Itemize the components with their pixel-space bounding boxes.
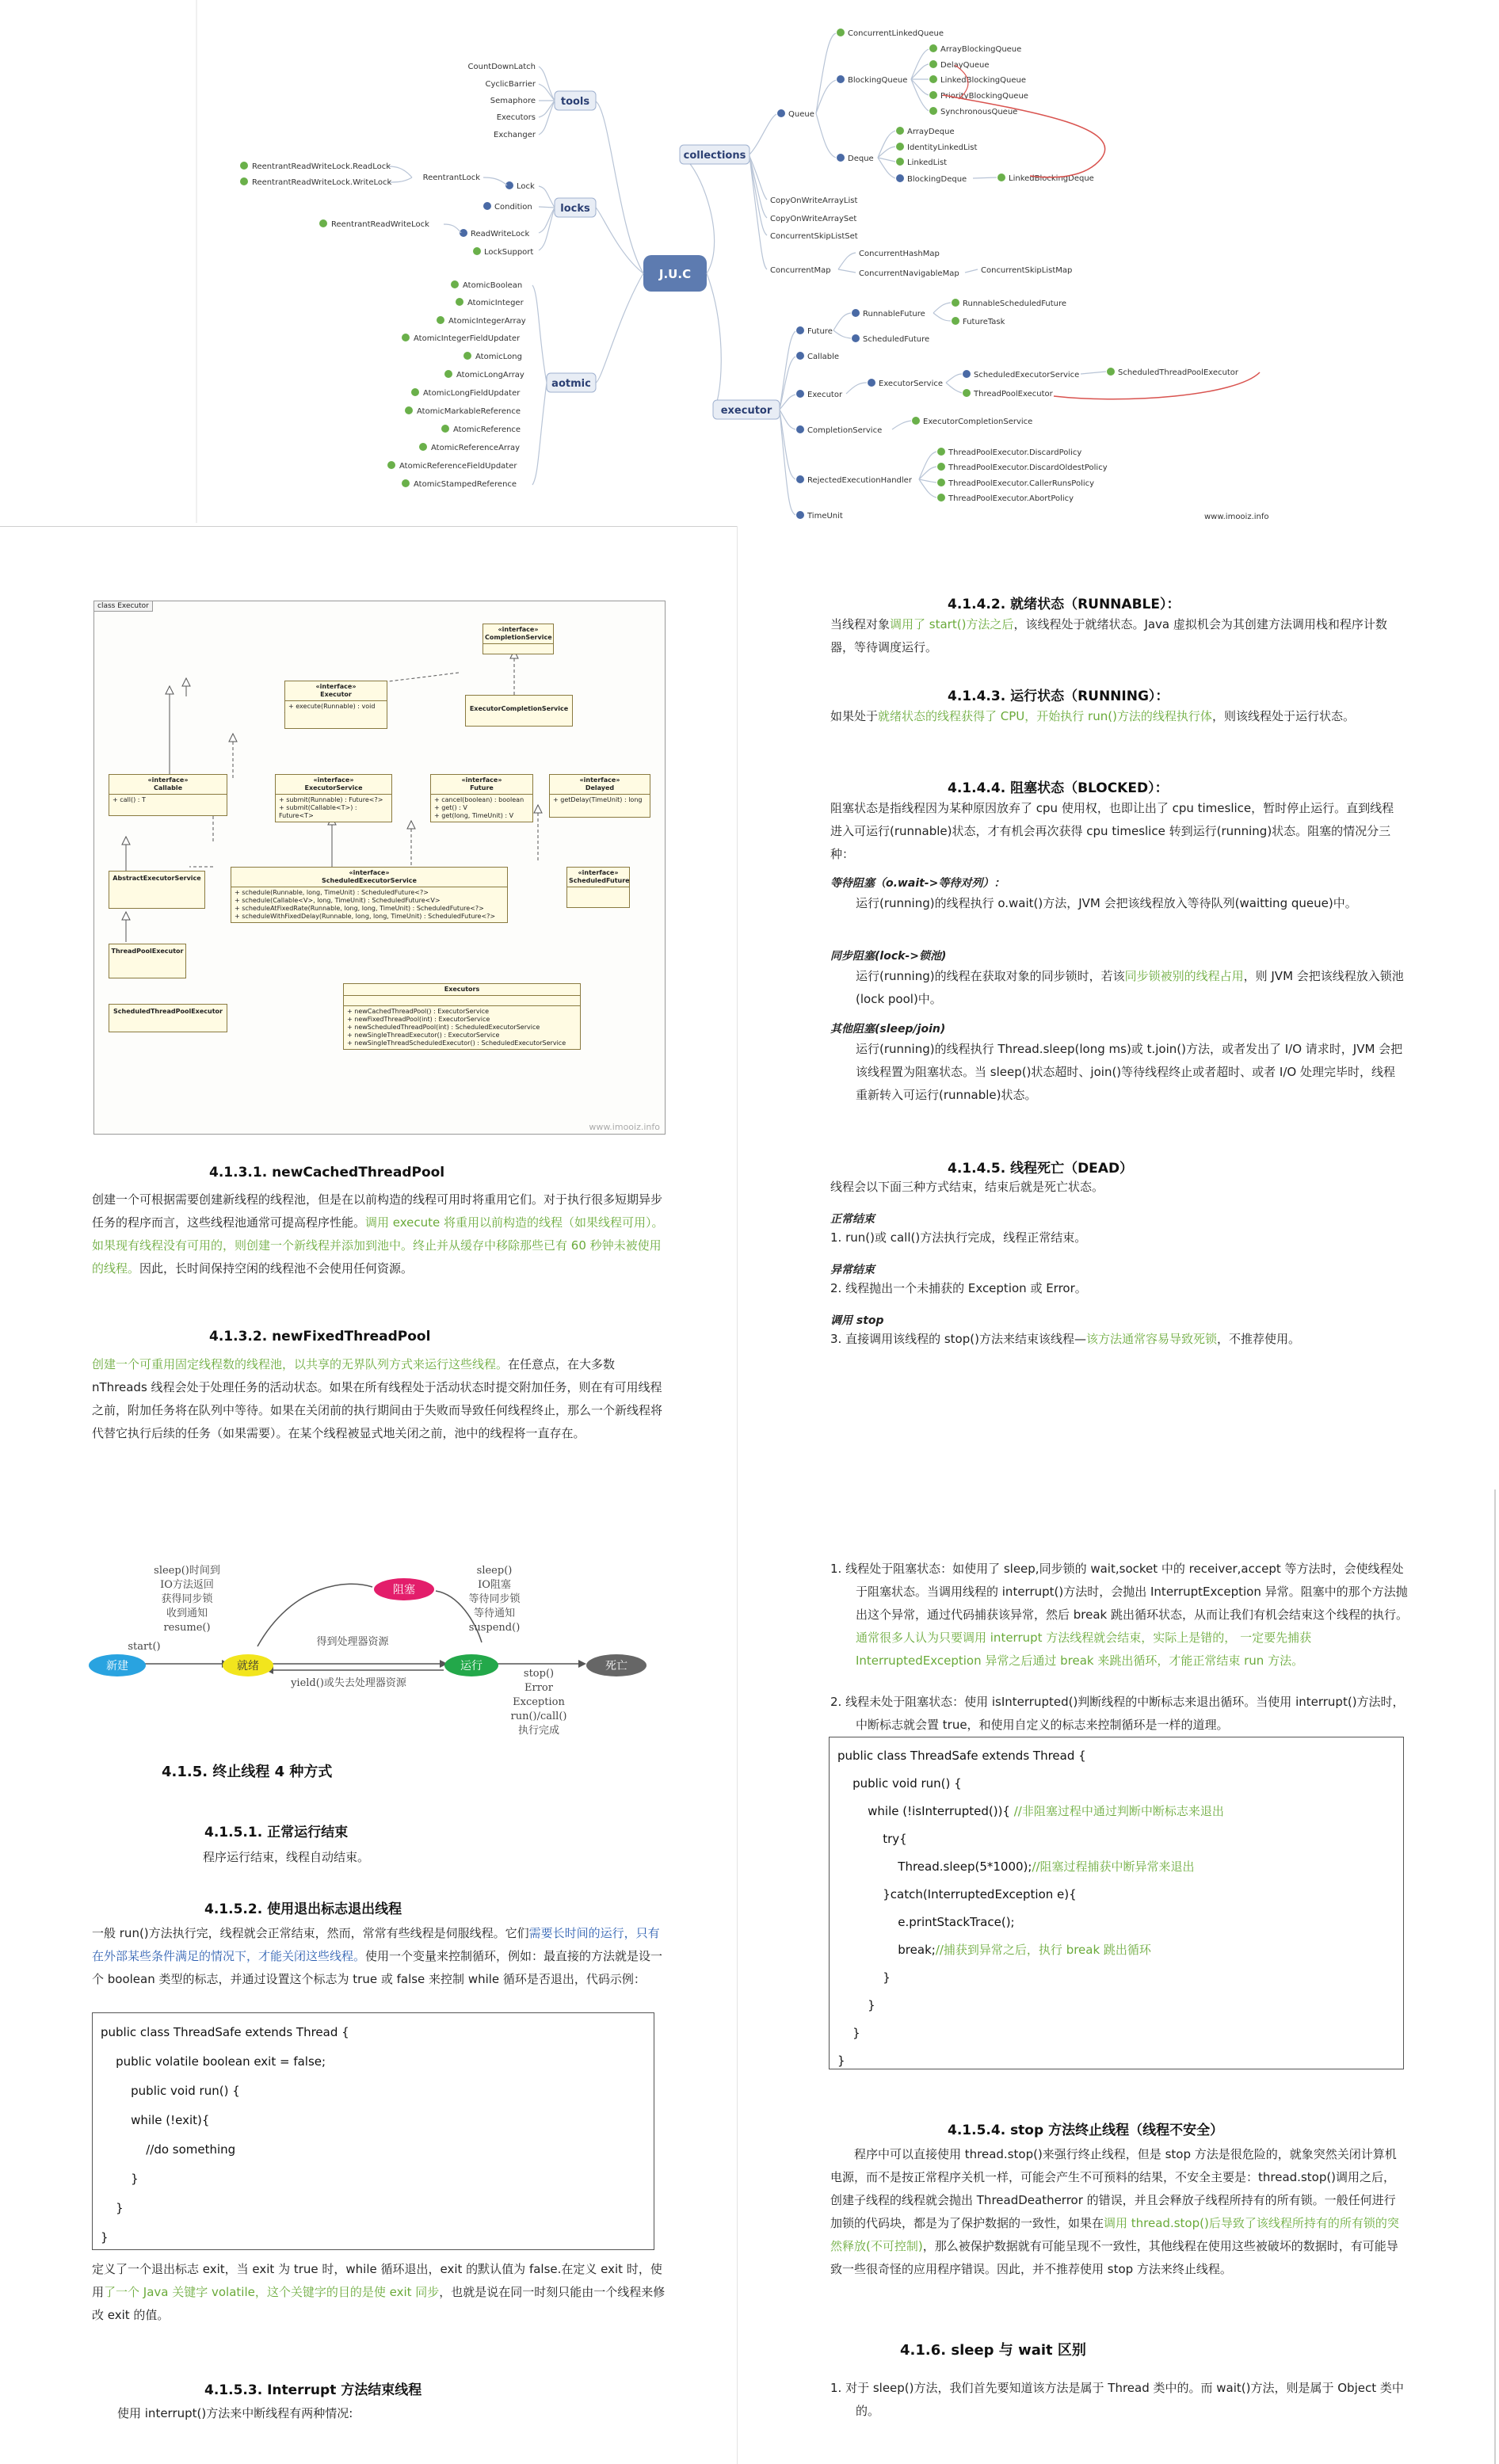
page-divider <box>0 526 737 527</box>
svg-text:Exchanger: Exchanger <box>494 131 536 139</box>
svg-text:ReadWriteLock: ReadWriteLock <box>471 230 530 238</box>
svg-text:J.U.C: J.U.C <box>658 267 692 281</box>
svg-text:DelayQueue: DelayQueue <box>940 61 990 70</box>
state-runnable <box>223 1654 273 1676</box>
svg-text:ConcurrentNavigableMap: ConcurrentNavigableMap <box>859 269 959 278</box>
svg-text:LinkedList: LinkedList <box>907 158 948 167</box>
uml-scheduled-executor-service: «interface» ScheduledExecutorService + schedule(Runnable, long, TimeUnit) : ScheduledFuture<?> + schedule(Callable<V>, long, TimeUnit) : ScheduledFuture<V> + scheduleAtFixedRate(Runnable, long, long, TimeUnit) : ScheduledFuture<?> + scheduleWithFixedDelay(Runnable, long, long, TimeUnit) : ScheduledFuture<?> <box>231 867 508 923</box>
svg-text:CyclicBarrier: CyclicBarrier <box>485 80 536 89</box>
svg-text:CopyOnWriteArrayList: CopyOnWriteArrayList <box>770 196 858 205</box>
svg-text:AtomicIntegerArray: AtomicIntegerArray <box>448 317 526 326</box>
svg-text:AtomicLong: AtomicLong <box>475 353 522 361</box>
svg-text:RejectedExecutionHandler: RejectedExecutionHandler <box>807 476 912 485</box>
state-label-io-block: IO阻塞 <box>478 1579 511 1591</box>
stop-end-title: 调用 stop <box>830 1314 884 1327</box>
svg-text:AtomicReference: AtomicReference <box>453 425 521 434</box>
svg-text:ThreadPoolExecutor.AbortPolicy: ThreadPoolExecutor.AbortPolicy <box>948 494 1074 503</box>
state-label-get-cpu: 得到处理器资源 <box>316 1636 389 1648</box>
heading-cached-thread-pool: 4.1.3.1. newCachedThreadPool <box>209 1165 445 1181</box>
uml-future: «interface» Future + cancel(boolean) : boolean + get() : V + get(long, TimeUnit) : V <box>430 774 533 822</box>
svg-text:locks: locks <box>560 203 590 215</box>
state-new <box>89 1654 146 1676</box>
juc-mindmap <box>0 0 1499 523</box>
state-label-wait-notify: 等待通知 <box>473 1608 516 1619</box>
svg-text:RunnableFuture: RunnableFuture <box>863 310 925 318</box>
state-label-sleep-done: sleep()时间到 <box>154 1565 220 1577</box>
svg-text:CompletionService: CompletionService <box>807 426 883 435</box>
svg-text:AtomicMarkableReference: AtomicMarkableReference <box>417 407 521 416</box>
state-label-start: start() <box>128 1641 161 1653</box>
state-label-exception: Exception <box>513 1696 565 1708</box>
state-label-notified: 收到通知 <box>166 1608 208 1619</box>
wait-block-title: 等待阻塞（o.wait->等待对列）： <box>830 877 1005 890</box>
svg-text:Queue: Queue <box>788 110 814 119</box>
uml-delayed: «interface» Delayed + getDelay(TimeUnit) : long <box>549 774 650 818</box>
uml-completion-service: «interface» CompletionService <box>483 624 554 654</box>
svg-text:Lock: Lock <box>517 182 535 191</box>
normal-end-title: 正常结束 <box>830 1213 875 1226</box>
exception-end-title: 异常结束 <box>830 1264 875 1276</box>
other-block-title: 其他阻塞(sleep/join) <box>830 1023 946 1036</box>
svg-text:CopyOnWriteArraySet: CopyOnWriteArraySet <box>770 215 857 223</box>
para-runnable-state: 当线程对象调用了 start()方法之后，该线程处于就绪状态。Java 虚拟机会为其创建方法调用栈和程序计数器，等待调度运行。 <box>830 617 1387 654</box>
state-label-run-call: run()/call() <box>510 1711 567 1722</box>
svg-text:ThreadPoolExecutor: ThreadPoolExecutor <box>974 390 1053 399</box>
sync-block-body: 运行(running)的线程在获取对象的同步锁时，若该同步锁被别的线程占用，则 JVM 会把该线程放入锁池(lock pool)中。 <box>856 969 1404 1006</box>
svg-text:ArrayBlockingQueue: ArrayBlockingQueue <box>940 45 1022 54</box>
para-cached-thread-pool: 创建一个可根据需要创建新线程的线程池，但是在以前构造的线程可用时将重用它们。对于执行很多短期异步任务的程序而言，这些线程池通常可提高程序性能。调用 execute 将重用以前构造的线程（如果线程可用）。如果现有线程没有可用的，则创建一个新线程并添加到池中。终止并从缓存中移除那些已有 60 秒钟未被使用的线程。因此，长时间保持空闲的线程池不会使用任何资源。 <box>92 1192 664 1276</box>
svg-text:AtomicLongFieldUpdater: AtomicLongFieldUpdater <box>423 389 521 398</box>
state-label-get-lock: 获得同步锁 <box>161 1593 213 1605</box>
svg-text:tools: tools <box>560 96 590 108</box>
svg-text:Future: Future <box>807 327 833 336</box>
para-fixed-thread-pool: 创建一个可重用固定线程数的线程池，以共享的无界队列方式来运行这些线程。在任意点，在大多数 nThreads 线程会处于处理任务的活动状态。如果在所有线程处于活动状态时提交附加任务，则在有可用线程之前，附加任务将在队列中等待。如果在关闭前的执行期间由于失败而导致任何线程终止，那么一个新线程将代替它执行后续的任务（如果需要）。在某个线程被显式地关闭之前，池中的线程将一直存在。 <box>92 1357 663 1440</box>
svg-text:collections: collections <box>683 150 746 162</box>
state-label-io-return: IO方法返回 <box>160 1579 214 1591</box>
page-divider <box>737 526 738 2464</box>
state-dead <box>586 1654 647 1676</box>
state-blocked <box>374 1578 434 1600</box>
para-stop-method: 程序中可以直接使用 thread.stop()来强行终止线程，但是 stop 方法是很危险的，就象突然关闭计算机电源，而不是按正常程序关机一样，可能会产生不可预料的结果，不安全主要是：thread.stop()调用之后，创建子线程的线程就会抛出 ThreadDeatherror 的错误，并且会释放子线程所持有的所有锁。一般任何进行加锁的代码块，都是为了保护数据的一致性，如果在调用 thread.stop()后导致了该线程所持有的所有锁的突然释放(不可控制)，那么被保护数据就有可能呈现不一致性，其他线程在使用这些被破坏的数据时，有可能导致一些很奇怪的应用程序错误。因此，并不推荐使用 stop 方法来终止线程。 <box>830 2147 1399 2276</box>
svg-text:AtomicBoolean: AtomicBoolean <box>463 281 523 290</box>
svg-text:aotmic: aotmic <box>551 378 591 390</box>
heading-fixed-thread-pool: 4.1.3.2. newFixedThreadPool <box>209 1329 431 1345</box>
heading-blocked-state: 4.1.4.4. 阻塞状态（BLOCKED）： <box>948 780 1169 796</box>
svg-text:SynchronousQueue: SynchronousQueue <box>940 108 1018 116</box>
svg-text:ConcurrentSkipListMap: ConcurrentSkipListMap <box>981 266 1073 275</box>
svg-text:ReentrantReadWriteLock.WriteLo: ReentrantReadWriteLock.WriteLock <box>252 178 392 187</box>
svg-text:Semaphore: Semaphore <box>490 97 536 105</box>
para-blocked-state: 阻塞状态是指线程因为某种原因放弃了 cpu 使用权，也即让出了 cpu timeslice，暂时停止运行。直到线程进入可运行(runnable)状态，才有机会再次获得 cpu timeslice 转到运行(running)状态。阻塞的情况分三种： <box>830 801 1394 861</box>
state-label-wait-lock: 等待同步锁 <box>468 1593 521 1605</box>
other-block-body: 运行(running)的线程执行 Thread.sleep(long ms)或 t.join()方法，或者发出了 I/O 请求时，JVM 会把该线程置为阻塞状态。当 sleep()状态超时、join()等待线程终止或者超时、或者 I/O 处理完毕时，线程重新转入可运行(runnable)状态。 <box>856 1042 1403 1102</box>
uml-scheduled-tpe: ScheduledThreadPoolExecutor <box>109 1004 227 1032</box>
state-label-finished: 执行完成 <box>517 1725 560 1737</box>
topic-atomic <box>547 373 596 392</box>
uml-executors: Executors + newCachedThreadPool() : ExecutorService + newFixedThreadPool(int) : ExecutorService + newScheduledThreadPool(int) : ScheduledExecutorService + newSingleThreadExecutor() : ExecutorService + newSingleThreadScheduledExecutor() : ScheduledExecutorService <box>343 983 581 1050</box>
svg-text:ReentrantLock: ReentrantLock <box>422 174 480 182</box>
svg-text:BlockingDeque: BlockingDeque <box>907 175 967 184</box>
state-label-sleep: sleep() <box>476 1565 513 1577</box>
para-normal-end: 程序运行结束，线程自动结束。 <box>203 1850 370 1864</box>
heading-runnable-state: 4.1.4.2. 就绪状态（RUNNABLE）： <box>948 597 1181 612</box>
svg-text:AtomicReferenceArray: AtomicReferenceArray <box>431 444 521 452</box>
heading-exit-flag: 4.1.5.2. 使用退出标志退出线程 <box>204 1901 402 1917</box>
uml-executor-service: «interface» ExecutorService + submit(Runnable) : Future<?> + submit(Callable<T>) : Future<T> <box>275 774 392 822</box>
uml-thread-pool-executor: ThreadPoolExecutor <box>109 944 186 978</box>
heading-interrupt: 4.1.5.3. Interrupt 方法结束线程 <box>204 2382 422 2398</box>
svg-text:ThreadPoolExecutor.CallerRunsP: ThreadPoolExecutor.CallerRunsPolicy <box>948 479 1095 488</box>
sync-block-title: 同步阻塞(lock->锁池) <box>830 950 947 963</box>
para-interrupt: 使用 interrupt()方法来中断线程有两种情况: <box>117 2406 353 2420</box>
state-label-error: Error <box>524 1682 553 1694</box>
svg-text:Executor: Executor <box>807 391 843 399</box>
para-dead-state: 线程会以下面三种方式结束，结束后就是死亡状态。 <box>830 1180 1104 1194</box>
svg-text:AtomicIntegerFieldUpdater: AtomicIntegerFieldUpdater <box>414 334 521 343</box>
topic-tools <box>555 91 596 110</box>
svg-text:ThreadPoolExecutor.DiscardPoli: ThreadPoolExecutor.DiscardPolicy <box>948 448 1082 457</box>
executor-uml-diagram <box>93 601 666 1135</box>
stop-end-body: 3. 直接调用该线程的 stop()方法来结束该线程—该方法通常容易导致死锁，不推荐使用。 <box>830 1332 1300 1346</box>
uml-scheduled-future: «interface» ScheduledFuture <box>566 867 630 908</box>
svg-text:CountDownLatch: CountDownLatch <box>467 63 536 71</box>
svg-text:BlockingQueue: BlockingQueue <box>848 76 908 85</box>
heading-dead-state: 4.1.4.5. 线程死亡（DEAD） <box>948 1161 1134 1177</box>
topic-executor <box>713 400 780 419</box>
svg-text:ExecutorCompletionService: ExecutorCompletionService <box>923 418 1033 426</box>
svg-text:Executors: Executors <box>496 113 536 122</box>
heading-sleep-vs-wait: 4.1.6. sleep 与 wait 区别 <box>900 2342 1086 2359</box>
svg-text:executor: executor <box>720 405 772 417</box>
svg-text:TimeUnit: TimeUnit <box>807 512 843 521</box>
topic-locks <box>555 198 596 217</box>
topic-collections <box>680 145 750 164</box>
uml-callable: «interface» Callable + call() : T <box>109 774 227 816</box>
uml-frame-label: class Executor <box>94 601 153 612</box>
svg-text:LinkedBlockingDeque: LinkedBlockingDeque <box>1009 174 1094 183</box>
state-label-stop: stop() <box>523 1668 555 1680</box>
svg-text:FutureTask: FutureTask <box>963 318 1005 326</box>
svg-text:ConcurrentLinkedQueue: ConcurrentLinkedQueue <box>848 29 944 38</box>
svg-text:ScheduledFuture: ScheduledFuture <box>863 335 930 344</box>
tools-items <box>468 63 555 139</box>
locks-items <box>240 162 555 257</box>
svg-text:死亡: 死亡 <box>605 1660 627 1673</box>
exception-end-body: 2. 线程抛出一个未捕获的 Exception 或 Error。 <box>830 1281 1087 1295</box>
svg-text:Deque: Deque <box>848 154 874 163</box>
state-label-suspend: suspend() <box>468 1622 521 1634</box>
svg-text:ThreadPoolExecutor.DiscardOlde: ThreadPoolExecutor.DiscardOldestPolicy <box>948 463 1108 472</box>
state-running <box>444 1654 498 1676</box>
svg-text:阻塞: 阻塞 <box>393 1584 415 1596</box>
para-sleep-vs-wait: 1. 对于 sleep()方法，我们首先要知道该方法是属于 Thread 类中的。而 wait()方法，则是属于 Object 类中的。 <box>830 2381 1404 2418</box>
state-label-yield: yield()或失去处理器资源 <box>291 1677 406 1689</box>
svg-text:ConcurrentHashMap: ConcurrentHashMap <box>859 250 940 258</box>
svg-text:IdentityLinkedList: IdentityLinkedList <box>907 143 978 152</box>
uml-executor-completion-service: ExecutorCompletionService <box>465 695 573 727</box>
executor-branch <box>780 299 1260 521</box>
svg-text:AtomicLongArray: AtomicLongArray <box>456 371 524 380</box>
collections-queue <box>750 29 1105 184</box>
interrupt-case-2: 2. 线程未处于阻塞状态：使用 isInterrupted()判断线程的中断标志来退出循环。当使用 interrupt()方法时，中断标志就会置 true，和使用自定义的标志来控制循环是一样的道理。 <box>830 1695 1405 1732</box>
svg-text:运行: 运行 <box>460 1660 483 1673</box>
svg-text:ScheduledExecutorService: ScheduledExecutorService <box>974 371 1080 380</box>
uml-watermark: www.imooiz.info <box>589 1122 660 1132</box>
heading-terminate-thread: 4.1.5. 终止线程 4 种方式 <box>162 1764 333 1780</box>
heading-stop-method: 4.1.5.4. stop 方法终止线程（线程不安全） <box>948 2123 1224 2138</box>
svg-text:ExecutorService: ExecutorService <box>879 380 944 388</box>
uml-executor: «interface» Executor + execute(Runnable) : void <box>284 681 387 729</box>
code-interrupt: public class ThreadSafe extends Thread { public void run() { while (!isInterrupted()){ //非阻塞过程中通过判断中断标志来退出 try{ Thread.sleep(5*1000);//阻塞过程捕获中断异常来退出 }catch(InterruptedException e){ e.printStackTrace(); break;//捕获到异常之后，执行 break 跳出循环 } } } } <box>829 1737 1404 2069</box>
svg-text:ReentrantReadWriteLock: ReentrantReadWriteLock <box>331 220 429 229</box>
mindmap-watermark: www.imooiz.info <box>1204 513 1269 521</box>
svg-text:就绪: 就绪 <box>237 1660 259 1673</box>
page-divider <box>1494 1489 1496 2464</box>
state-label-resume: resume() <box>163 1622 211 1634</box>
heading-running-state: 4.1.4.3. 运行状态（RUNNING）： <box>948 688 1169 704</box>
normal-end-body: 1. run()或 call()方法执行完成，线程正常结束。 <box>830 1230 1087 1245</box>
svg-text:AtomicReferenceFieldUpdater: AtomicReferenceFieldUpdater <box>399 462 517 471</box>
interrupt-case-1: 1. 线程处于阻塞状态：如使用了 sleep,同步锁的 wait,socket 中的 receiver,accept 等方法时，会使线程处于阻塞状态。当调用线程的 interrupt()方法时，会抛出 InterruptException 异常。阻塞中的那个方法抛出这个异常，通过代码捕获该异常，然后 break 跳出循环状态，从而让我们有机会结束这个线程的执行。通常很多人认为只要调用 interrupt 方法线程就会结束，实际上是错的， 一定要先捕获 InterruptedException 异常之后通过 break 来跳出循环，才能正常结束 run 方法。 <box>830 1562 1409 1668</box>
code-exit-flag: public class ThreadSafe extends Thread { public volatile boolean exit = false; public void run() { while (!exit){ //do something } } } <box>92 2012 654 2250</box>
para-exit-volatile: 定义了一个退出标志 exit，当 exit 为 true 时，while 循环退出，exit 的默认值为 false.在定义 exit 时，使用了一个 Java 关键字 volatile，这个关键字的目的是使 exit 同步，也就是说在同一时刻只能由一个线程来修改 exit 的值。 <box>92 2262 666 2322</box>
svg-text:ScheduledThreadPoolExecutor: ScheduledThreadPoolExecutor <box>1118 368 1239 377</box>
svg-text:LockSupport: LockSupport <box>484 248 534 257</box>
svg-text:ConcurrentSkipListSet: ConcurrentSkipListSet <box>770 232 858 241</box>
svg-text:新建: 新建 <box>106 1660 128 1673</box>
thread-state-diagram <box>87 1559 673 1749</box>
svg-text:LinkedBlockingQueue: LinkedBlockingQueue <box>940 76 1026 85</box>
para-running-state: 如果处于就绪状态的线程获得了 CPU，开始执行 run()方法的线程执行体，则该线程处于运行状态。 <box>830 709 1355 723</box>
atomic-items <box>387 280 547 489</box>
svg-text:ReentrantReadWriteLock.ReadLoc: ReentrantReadWriteLock.ReadLock <box>252 162 391 171</box>
svg-text:AtomicStampedReference: AtomicStampedReference <box>414 480 517 489</box>
wait-block-body: 运行(running)的线程执行 o.wait()方法，JVM 会把该线程放入等待队列(waitting queue)中。 <box>856 896 1357 910</box>
para-exit-flag: 一般 run()方法执行完，线程就会正常结束，然而，常常有些线程是伺服线程。它们需要长时间的运行，只有在外部某些条件满足的情况下，才能关闭这些线程。使用一个变量来控制循环，例如：最直接的方法就是设一个 boolean 类型的标志，并通过设置这个标志为 true 或 false 来控制 while 循环是否退出，代码示例： <box>92 1926 663 1986</box>
svg-text:RunnableScheduledFuture: RunnableScheduledFuture <box>963 299 1067 308</box>
svg-text:PriorityBlockingQueue: PriorityBlockingQueue <box>940 92 1028 101</box>
heading-normal-end: 4.1.5.1. 正常运行结束 <box>204 1825 349 1840</box>
svg-text:ArrayDeque: ArrayDeque <box>907 128 955 136</box>
svg-text:ConcurrentMap: ConcurrentMap <box>770 266 831 275</box>
svg-text:Condition: Condition <box>494 203 532 212</box>
svg-text:AtomicInteger: AtomicInteger <box>467 299 524 307</box>
svg-text:Callable: Callable <box>807 353 840 361</box>
mindmap-root <box>643 255 707 292</box>
uml-abstract-executor-service: AbstractExecutorService <box>109 871 205 909</box>
